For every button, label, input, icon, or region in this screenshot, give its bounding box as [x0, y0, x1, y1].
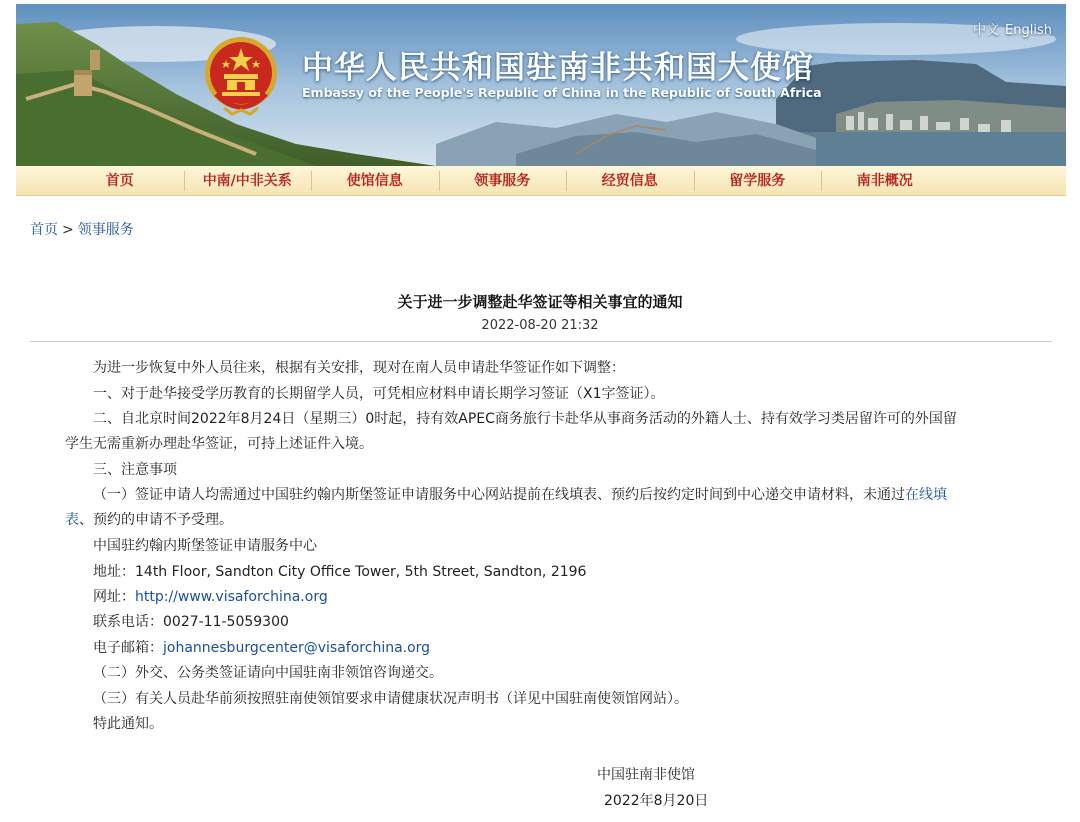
online-form-link-cont[interactable]: 表	[65, 512, 79, 528]
note-1-text: （一）签证申请人均需通过中国驻约翰内斯堡签证申请服务中心网站提前在线填表、预约后按约定时间到中心递交申请材料，未通过	[93, 487, 905, 503]
embassy-title-cn: 中华人民共和国驻南非共和国大使馆	[302, 50, 814, 86]
embassy-title-en: Embassy of the People's Republic of China in the Republic of South Africa	[302, 85, 822, 100]
visa-center-phone: 联系电话：0027-11-5059300	[93, 614, 289, 630]
paragraph-note-1-line1	[93, 484, 947, 504]
paragraph-note-2: （二）外交、公务类签证请向中国驻南非领馆咨询递交。	[93, 665, 443, 681]
online-form-link[interactable]: 在线填	[905, 487, 947, 503]
national-emblem-icon	[202, 34, 280, 116]
breadcrumb	[30, 219, 134, 239]
breadcrumb-separator: >	[62, 222, 74, 238]
visa-center-website	[93, 586, 328, 606]
breadcrumb-consular-link[interactable]: 领事服务	[77, 222, 134, 238]
breadcrumb-home-link[interactable]: 首页	[30, 222, 58, 238]
website-label: 网址：	[93, 589, 135, 605]
visa-center-address: 地址：14th Floor, Sandton City Office Tower, 5th Street, Sandton, 2196	[93, 564, 587, 580]
nav-item-home[interactable]: 首页	[105, 172, 134, 189]
nav-item-south-africa[interactable]: 南非概况	[821, 166, 949, 196]
visa-center-email	[93, 637, 430, 657]
email-label: 电子邮箱：	[93, 640, 163, 656]
note-1-tail: 、预约的申请不予受理。	[79, 512, 233, 528]
title-divider	[30, 341, 1052, 342]
visa-center-name: 中国驻约翰内斯堡签证申请服务中心	[93, 538, 317, 554]
paragraph-note-1-line2	[65, 509, 233, 529]
paragraph-item-1: 一、对于赴华接受学历教育的长期留学人员，可凭相应材料申请长期学习签证（X1字签证）。	[93, 386, 665, 402]
lang-chinese-link[interactable]: 中文	[973, 23, 1000, 38]
language-switcher	[973, 19, 1052, 38]
header-banner	[16, 4, 1066, 166]
paragraph-item-2-line1: 二、自北京时间2022年8月24日（星期三）0时起，持有效APEC商务旅行卡赴华从事商务活动的外籍人士、持有效学习类居留许可的外国留	[93, 411, 957, 427]
main-nav	[16, 166, 1066, 196]
nav-item-consular[interactable]: 领事服务	[439, 166, 567, 196]
website-link[interactable]: http://www.visaforchina.org	[135, 589, 328, 605]
nav-item-embassy-info[interactable]: 使馆信息	[311, 166, 439, 196]
paragraph-item-3-heading: 三、注意事项	[93, 462, 177, 478]
email-link[interactable]: johannesburgcenter@visaforchina.org	[163, 640, 431, 656]
nav-item-study[interactable]: 留学服务	[694, 166, 822, 196]
article-date: 2022-08-20 21:32	[481, 318, 599, 333]
nav-item-trade[interactable]: 经贸信息	[566, 166, 694, 196]
paragraph-intro: 为进一步恢复中外人员往来，根据有关安排，现对在南人员申请赴华签证作如下调整：	[93, 360, 625, 376]
signature-org: 中国驻南非使馆	[597, 767, 695, 783]
paragraph-note-3: （三）有关人员赴华前须按照驻南使领馆要求申请健康状况声明书（详见中国驻南使领馆网站）。	[93, 691, 688, 707]
signature-date: 2022年8月20日	[604, 793, 709, 809]
paragraph-closing: 特此通知。	[93, 716, 163, 732]
lang-english-link[interactable]: English	[1005, 23, 1052, 38]
nav-item-relations[interactable]: 中南/中非关系	[184, 166, 312, 196]
paragraph-item-2-line2: 学生无需重新办理赴华签证，可持上述证件入境。	[65, 436, 373, 452]
article-title: 关于进一步调整赴华签证等相关事宜的通知	[397, 293, 683, 311]
